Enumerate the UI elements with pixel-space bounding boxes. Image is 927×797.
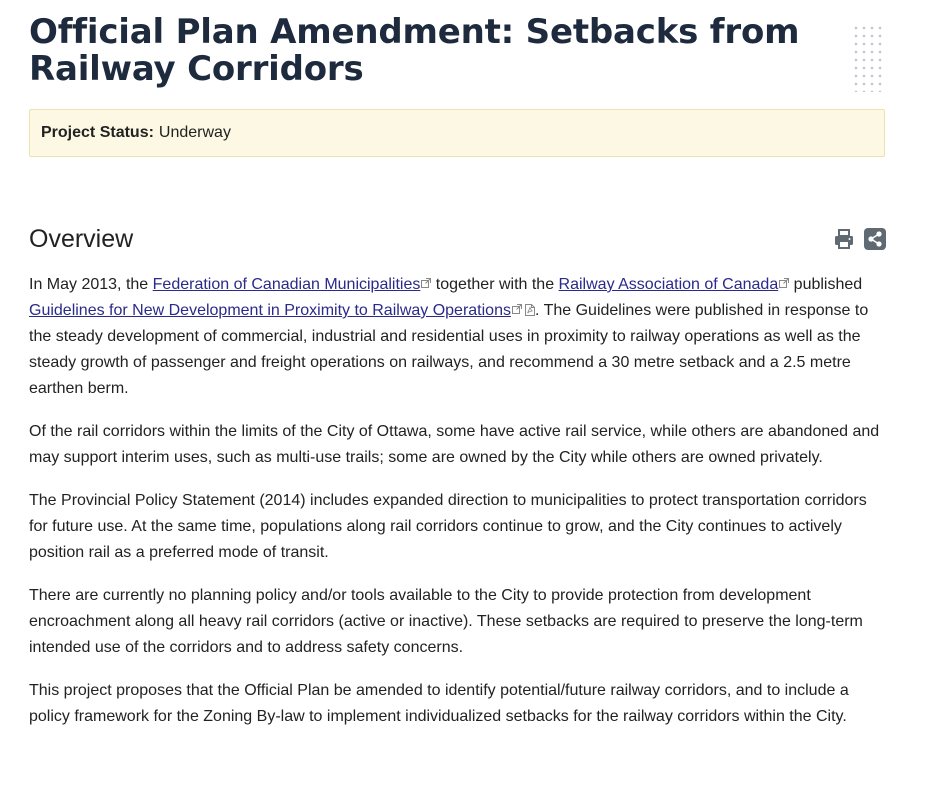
overview-content — [29, 272, 885, 747]
paragraph-3: The Provincial Policy Statement (2014) includes expanded direction to municipalities to protect transportation corridors for future use. At the same time, populations along rail corridors continue to grow, and the City continues to actively position rail as a preferred mode of transit. — [29, 492, 867, 561]
external-link-icon — [779, 278, 789, 288]
external-link-icon — [421, 278, 431, 288]
project-status-box — [29, 109, 885, 157]
print-icon[interactable] — [833, 228, 855, 250]
page-title: Official Plan Amendment: Setbacks from Railway Corridors — [29, 12, 800, 89]
share-icon[interactable] — [864, 228, 886, 250]
paragraph-5: This project proposes that the Official Plan be amended to identify potential/future railway corridors, and to include a policy framework for the Zoning By-law to implement individualized setbacks for the railway corridors within the City. — [29, 682, 849, 725]
pdf-icon — [525, 304, 535, 316]
project-status-value: Underway — [158, 124, 231, 141]
page-tools — [833, 228, 886, 250]
overview-heading: Overview — [29, 225, 134, 253]
decorative-dot-pattern — [852, 24, 884, 92]
link-guidelines[interactable]: Guidelines for New Development in Proximity to Railway Operations — [29, 302, 511, 319]
paragraph-2: Of the rail corridors within the limits of the City of Ottawa, some have active rail service, while others are abandoned and may support interim uses, such as multi-use trails; some are owned by the City while others are owned privately. — [29, 423, 880, 466]
project-status-label: Project Status: — [41, 124, 154, 141]
paragraph-1: In May 2013, the Federation of Canadian Municipalities together with the Railway Association of Canada published Guidelines for New Development in Proximity to Railway Operations . The Guidelines were published in response to the steady development of commercial, industrial and residential uses in proximity to railway operations as well as the steady growth of passenger and freight operations on railways, and recommend a 30 metre setback and a 2.5 metre earthen berm. — [29, 276, 869, 397]
link-rac[interactable]: Railway Association of Canada — [558, 276, 779, 293]
link-fcm[interactable]: Federation of Canadian Municipalities — [152, 276, 421, 293]
paragraph-4: There are currently no planning policy and/or tools available to the City to provide protection from development encroachment along all heavy rail corridors (active or inactive). These setbacks are required to preserve the long-term intended use of the corridors and to address safety concerns. — [29, 587, 863, 656]
external-link-icon — [512, 304, 522, 314]
